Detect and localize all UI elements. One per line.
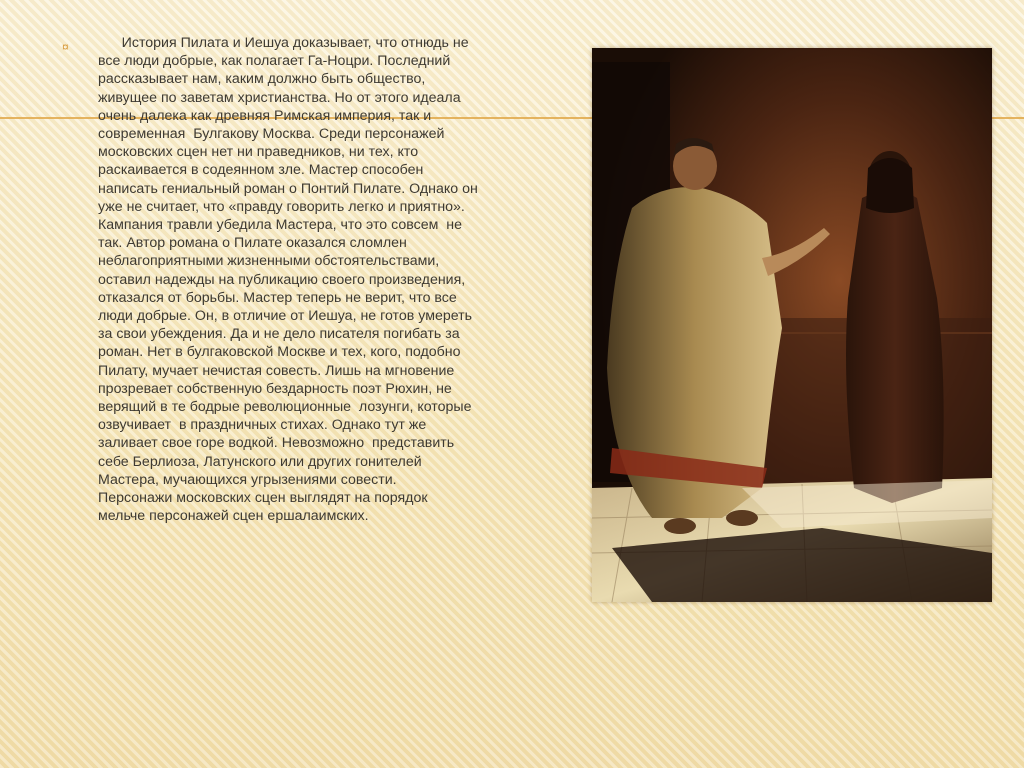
paragraph-line: уже не считает, что «правду говорить легко и приятно». [98,198,465,215]
paragraph-line: прозревает собственную бездарность поэт Рюхин, не [98,380,452,397]
paragraph-line: заливает свое горе водкой. Невозможно представить [98,435,455,452]
paragraph-line: мельче персонажей сцен ершалаимских. [98,508,369,525]
paragraph-line: Пилату, мучает нечистая совесть. Лишь на мгновение [98,362,455,379]
paragraph-line: История Пилата и Иешуа доказывает, что отнюдь не [98,35,469,51]
paragraph-line: рассказывает нам, каким должно быть общество, [98,71,426,88]
paragraph-line: написать гениальный роман о Понтий Пилате. Однако он [98,180,478,197]
paragraph-line: раскаивается в содеянном зле. Мастер способен [98,162,424,179]
paragraph-line: московских сцен нет ни праведников, ни тех, кто [98,144,419,161]
paragraph-line: Кампания травли убедила Мастера, что это совсем не [98,217,462,234]
painting-image [592,48,992,602]
paragraph-line: роман. Нет в булгаковской Москве и тех, кого, подобно [98,344,461,361]
paragraph-line: озвучивает в праздничных стихах. Однако тут же [98,417,427,434]
paragraph-line: все люди добрые, как полагает Га-Ноцри. Последний [98,53,451,70]
paragraph-line: оставил надежды на публикацию своего произведения, [98,271,466,288]
paragraph-line: за свои убеждения. Да и не дело писателя погибать за [98,326,460,343]
paragraph-line: так. Автор романа о Пилате оказался сломлен [98,235,407,252]
paragraph-line: верящий в те бодрые революционные лозунги, которые [98,399,472,416]
paragraph-line: современная Булгакову Москва. Среди персонажей [98,126,445,143]
paragraph-line: Персонажи московских сцен выглядят на порядок [98,490,428,507]
paragraph-line: люди добрые. Он, в отличие от Иешуа, не готов умереть [98,308,473,325]
paragraph-line: Мастера, мучающихся угрызениями совести. [98,471,397,488]
slide-body-text [98,34,566,525]
paragraph-line: живущее по заветам христианства. Но от этого идеала [98,89,461,106]
paragraph-line: себе Берлиоза, Латунского или других гонителей [98,453,422,470]
paragraph-line: отказался от борьбы. Мастер теперь не верит, что все [98,289,457,306]
paragraph-line: неблагоприятными жизненными обстоятельствами, [98,253,440,270]
bullet-icon: ¤ [62,40,69,54]
paragraph-line: очень далека как древняя Римская империя, так и [98,107,432,124]
